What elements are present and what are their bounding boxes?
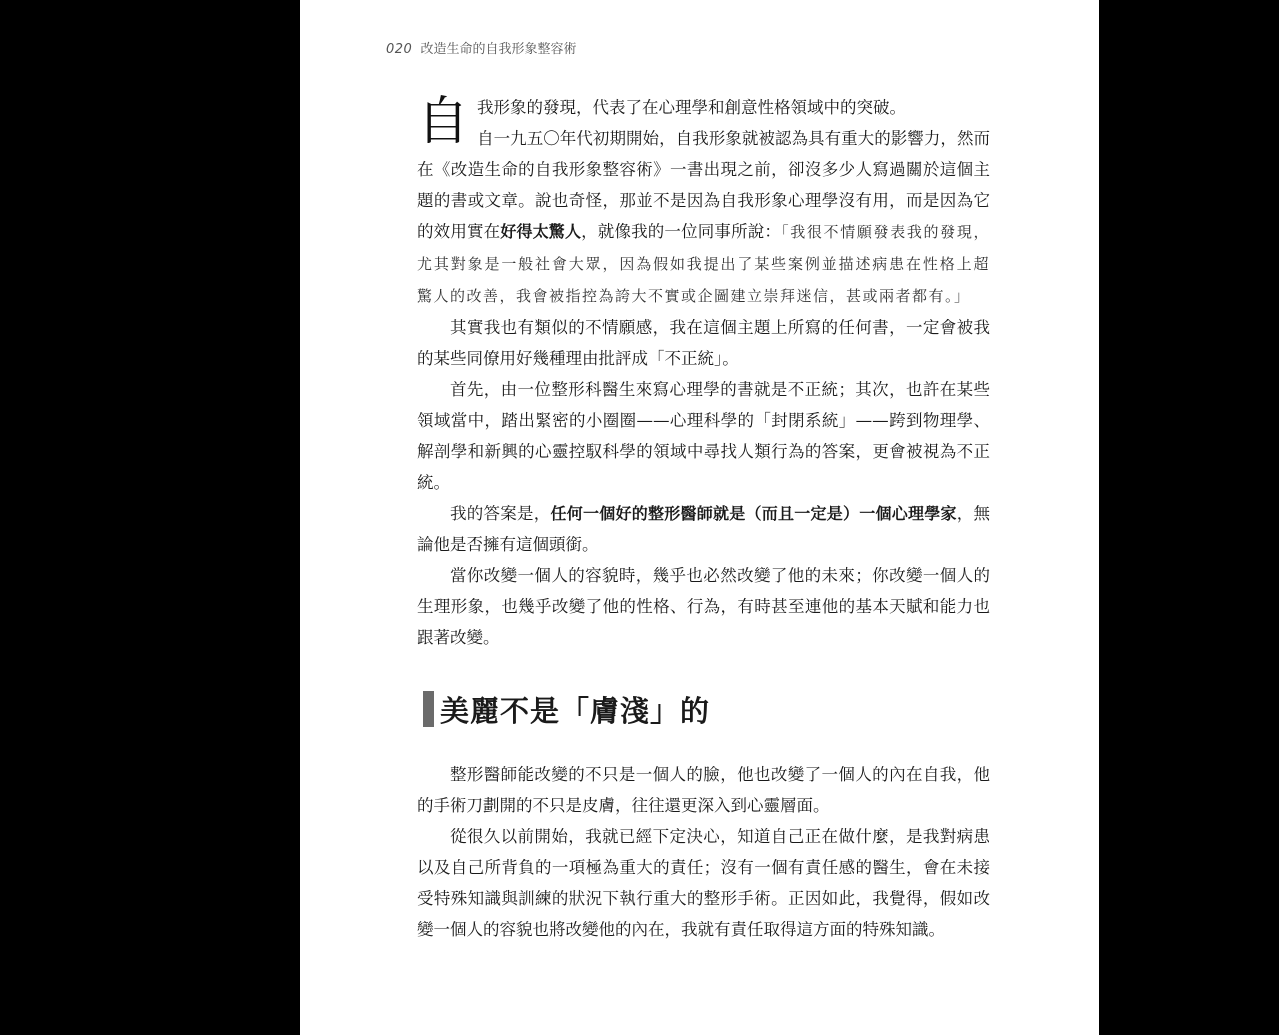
paragraph-change-future: 當你改變一個人的容貌時，幾乎也必然改變了他的未來；你改變一個人的生理形象，也幾乎改變了他的性格、行為，有時甚至連他的基本天賦和能力也跟著改變。 xyxy=(417,566,990,647)
intro-after-emphasis: ，就像我的一位同事所說： xyxy=(581,222,782,241)
section-title: 美麗不是「膚淺」的 xyxy=(440,693,711,728)
answer-emphasis: 任何一個好的整形醫師就是（而且一定是）一個心理學家 xyxy=(550,504,957,523)
answer-start: 我的答案是， xyxy=(450,504,551,523)
running-header xyxy=(386,38,576,57)
answer-end: ，無論他是否擁有這個頭銜。 xyxy=(417,504,990,554)
paragraph-first-reason: 首先，由一位整形科醫生來寫心理學的書就是不正統；其次，也許在某些領域當中，踏出緊密的小圈圈——心理科學的「封閉系統」——跨到物理學、解剖學和新興的心靈控馭科學的領域中尋找人類行為的答案，更會被視為不正統。 xyxy=(417,380,990,492)
book-page xyxy=(300,0,1099,1035)
intro-line-2: 自一九五〇年代初期開始，自我形象就被認為具有重大的影響力，然而在《改造生命的自我形象整容術》一書出現之前，卻沒多少人寫過關於這個主題的書或文章。說也奇怪，那並不是因為自我形象心理學沒有用，而是因為它的效用實在 xyxy=(417,129,990,241)
page-body xyxy=(417,92,990,945)
intro-paragraph xyxy=(417,92,990,312)
book-title: 改造生命的自我形象整容術 xyxy=(420,42,577,57)
section-heading xyxy=(417,689,990,729)
page-number: 020 xyxy=(386,42,413,57)
paragraph-answer xyxy=(417,498,990,560)
drop-cap: 自 xyxy=(417,92,470,152)
colleague-quote: 「我很不情願發表我的發現，尤其對象是一般社會大眾，因為假如我提出了某些案例並描述病患在性格上超驚人的改善，我會被指控為誇大不實或企圖建立崇拜迷信，甚或兩者都有。」 xyxy=(417,223,990,305)
intro-line-1: 我形象的發現，代表了在心理學和創意性格領域中的突破。 xyxy=(477,98,907,117)
intro-emphasis: 好得太驚人 xyxy=(500,222,582,241)
section-paragraph-2: 從很久以前開始，我就已經下定決心，知道自己正在做什麼，是我對病患以及自己所背負的一項極為重大的責任；沒有一個有責任感的醫生，會在未接受特殊知識與訓練的狀況下執行重大的整形手術。正因如此，我覺得，假如改變一個人的容貌也將改變他的內在，我就有責任取得這方面的特殊知識。 xyxy=(417,827,990,939)
section-paragraph-1: 整形醫師能改變的不只是一個人的臉，他也改變了一個人的內在自我，他的手術刀劃開的不只是皮膚，往往還更深入到心靈層面。 xyxy=(417,765,990,815)
paragraph-unorthodox: 其實我也有類似的不情願感，我在這個主題上所寫的任何書，一定會被我的某些同僚用好幾種理由批評成「不正統」。 xyxy=(417,318,990,368)
section-marker-bar xyxy=(423,691,434,727)
